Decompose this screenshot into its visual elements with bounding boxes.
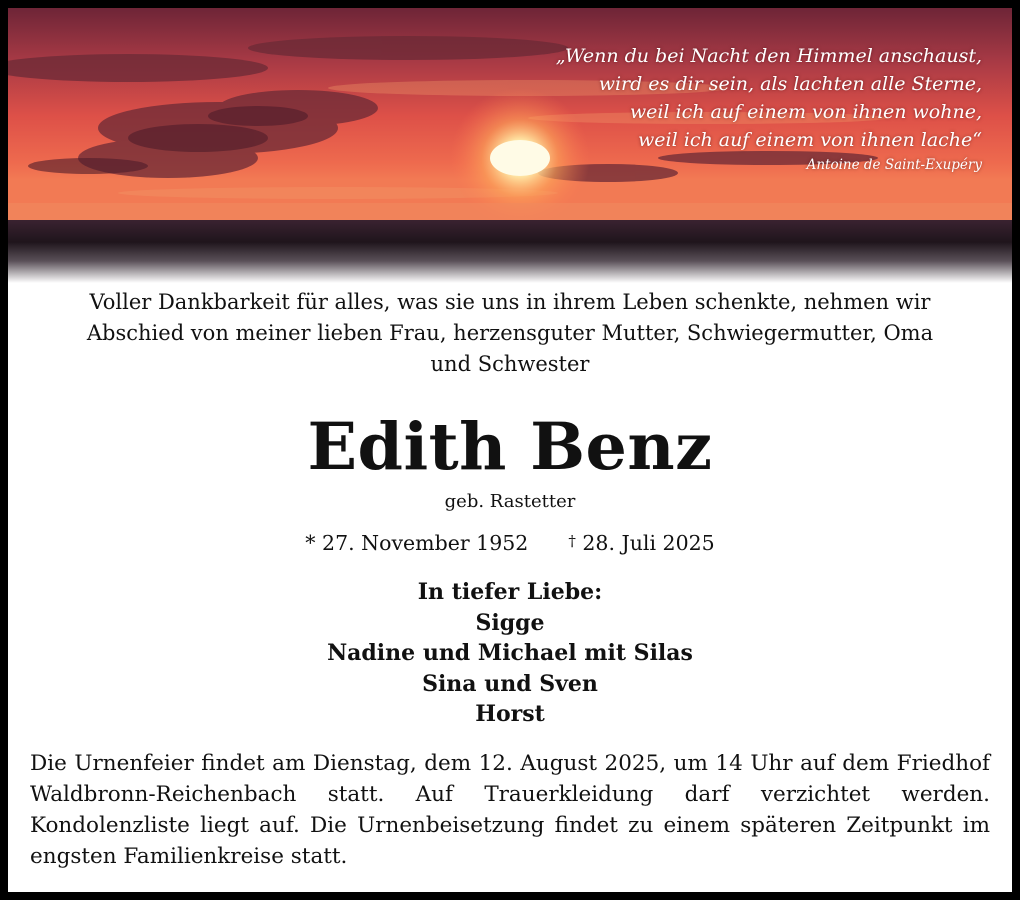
intro-line: und Schwester: [430, 352, 590, 376]
intro-line: Voller Dankbarkeit für alles, was sie uns in ihrem Leben schenkte, nehmen wir: [89, 290, 931, 314]
deceased-name: Edith Benz: [307, 409, 713, 485]
cross-icon: †: [568, 532, 576, 550]
quote-author: Antoine de Saint-Exupéry: [806, 157, 982, 173]
sunset-header-image: [8, 8, 1012, 283]
birth-date: * 27. November 1952: [305, 531, 529, 555]
life-dates: [8, 526, 1012, 558]
mourner-name: Horst: [475, 701, 545, 727]
mourner-name: Sina und Sven: [422, 670, 598, 697]
intro-line: Abschied von meiner lieben Frau, herzensguter Mutter, Schwiegermutter, Oma: [86, 321, 934, 345]
mourners-block: [8, 577, 1012, 730]
mourners-heading: In tiefer Liebe:: [417, 579, 603, 605]
intro-text: [28, 287, 992, 380]
quote-line: weil ich auf einem von ihnen lache“: [638, 129, 982, 151]
quote-line: weil ich auf einem von ihnen wohne,: [629, 101, 982, 123]
quote-line: wird es dir sein, als lachten alle Sterne,: [598, 73, 982, 95]
death-date: 28. Juli 2025: [582, 531, 715, 555]
funeral-notice: Die Urnenfeier findet am Dienstag, dem 12. August 2025, um 14 Uhr auf dem Friedhof Waldbronn-Reichenbach statt. Auf Trauerkleidung darf verzichtet werden. Kondolenzliste liegt auf. Die Urnenbeisetzung findet zu einem späteren Zeitpunkt im engsten Familienkreise statt.: [30, 751, 990, 869]
quote-line: „Wenn du bei Nacht den Himmel anschaust,: [555, 45, 982, 67]
quote-block: [556, 42, 982, 176]
mourner-name: Sigge: [475, 609, 545, 636]
birth-name: geb. Rastetter: [444, 491, 576, 512]
mourner-name: Nadine und Michael mit Silas: [327, 640, 693, 666]
